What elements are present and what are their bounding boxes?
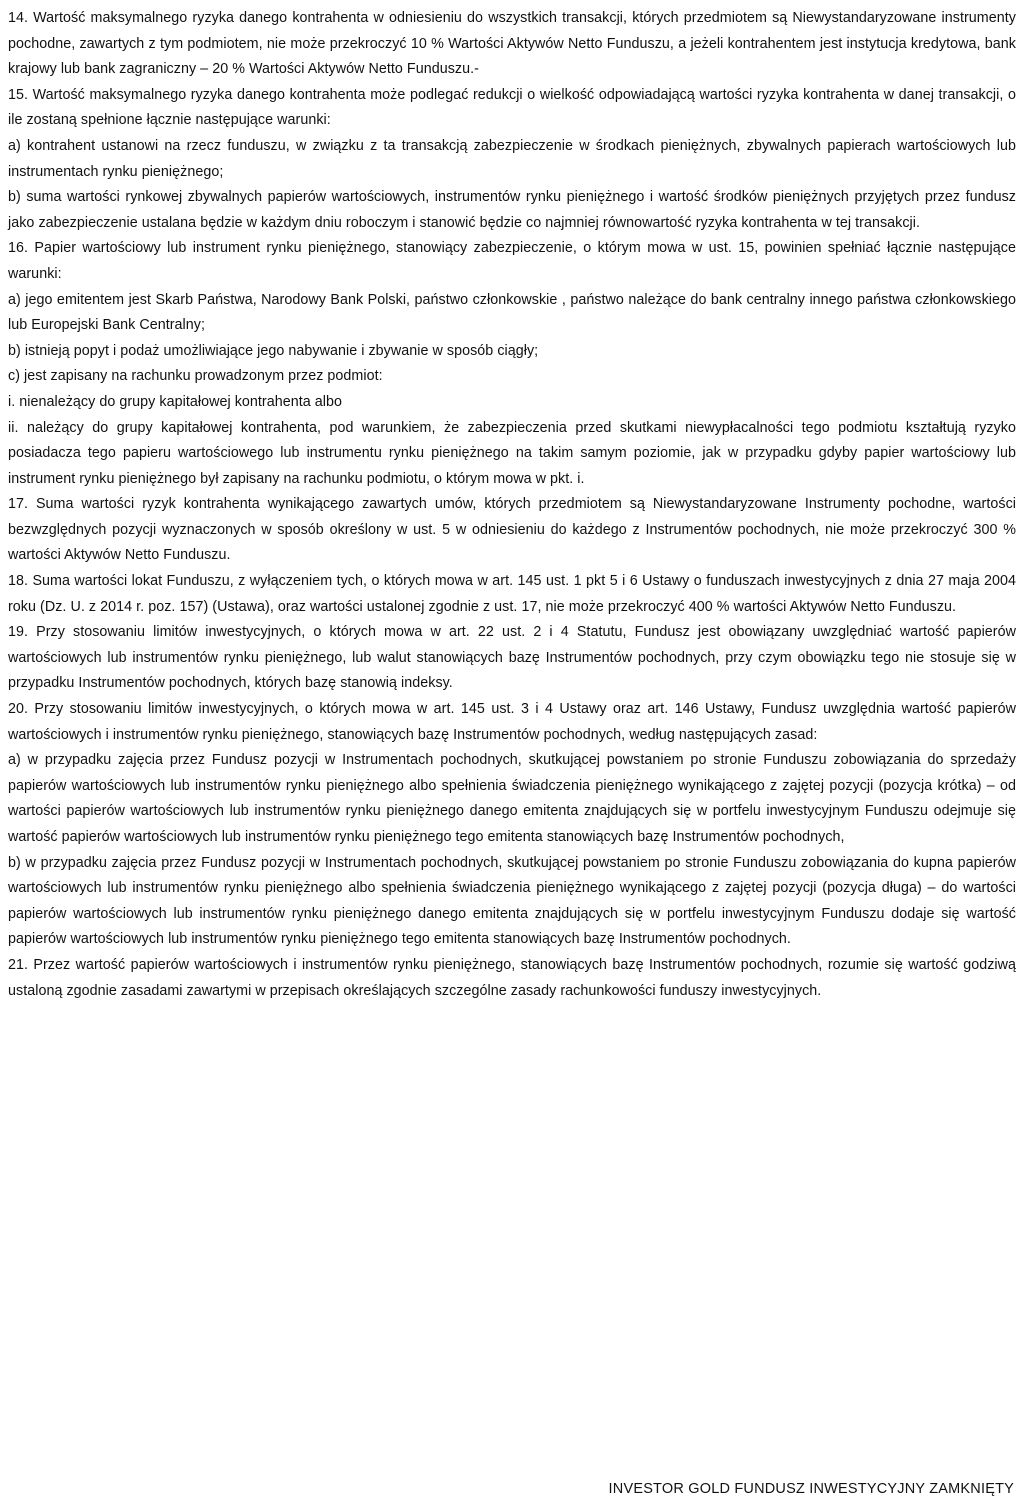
paragraph-21: 21. Przez wartość papierów wartościowych i instrumentów rynku pieniężnego, stanowiących bazę Instrumentów pochodnych, rozumie się wartość godziwą ustaloną zgodnie zasadami zawartymi w przepisach określających szczególne zasady rachunkowości funduszy inwestycyjnych. [8,956,1016,999]
paragraph-15-b: b) suma wartości rynkowej zbywalnych papierów wartościowych, instrumentów rynku pieniężnego i wartość środków pieniężnych przyjętych przez fundusz jako zabezpieczenie ustalana będzie w każdym dniu roboczym i stanowić będzie co najmniej równowartość ryzyka kontrahenta w tej transakcji. [8,189,1016,231]
paragraph-20-b: b) w przypadku zajęcia przez Fundusz pozycji w Instrumentach pochodnych, skutkującej powstaniem po stronie Funduszu zobowiązania do kupna papierów wartościowych lub instrumentów rynku pieniężnego albo spełnienia świadczenia pieniężnego wynikającego z zajętej pozycji (pozycja długa) – do wartości papierów wartościowych lub instrumentów rynku pieniężnego danego emitenta znajdujących się w portfelu inwestycyjnym Funduszu dodaje się wartość papierów wartościowych lub instrumentów rynku pieniężnego tego emitenta stanowiących bazę Instrumentów pochodnych. [8,854,1016,948]
paragraph-16: 16. Papier wartościowy lub instrument rynku pieniężnego, stanowiący zabezpieczenie, o którym mowa w ust. 15, powinien spełniać łącznie następujące warunki: [8,240,1016,282]
paragraph-16-b: b) istnieją popyt i podaż umożliwiające jego nabywanie i zbywanie w sposób ciągły; [8,342,539,359]
paragraph-14: 14. Wartość maksymalnego ryzyka danego kontrahenta w odniesieniu do wszystkich transakcji, których przedmiotem są Niewystandaryzowane instrumenty pochodne, zawartych z tym podmiotem, nie może przekroczyć 10 % Wartości Aktywów Netto Funduszu, a jeżeli kontrahentem jest instytucja kredytowa, bank krajowy lub bank zagraniczny – 20 % Wartości Aktywów Netto Funduszu.- [8,10,1016,78]
paragraph-17: 17. Suma wartości ryzyk kontrahenta wynikającego zawartych umów, których przedmiotem są Niewystandaryzowane Instrumenty pochodne, wartości bezwzględnych pozycji wyznaczonych w sposób określony w ust. 5 w odniesieniu do każdego z Instrumentów pochodnych, nie może przekroczyć 300 % wartości Aktywów Netto Funduszu. [8,496,1016,564]
paragraph-20: 20. Przy stosowaniu limitów inwestycyjnych, o których mowa w art. 145 ust. 3 i 4 Ustawy oraz art. 146 Ustawy, Fundusz uwzględnia wartość papierów wartościowych i instrumentów rynku pieniężnego, stanowiących bazę Instrumentów pochodnych, według następujących zasad: [8,701,1016,743]
paragraph-19: 19. Przy stosowaniu limitów inwestycyjnych, o których mowa w art. 22 ust. 2 i 4 Statutu, Fundusz jest obowiązany uwzględniać wartość papierów wartościowych lub instrumentów rynku pieniężnego, lub walut stanowiących bazę Instrumentów pochodnych, przy czym obowiązku tego nie stosuje się w przypadku Instrumentów pochodnych, których bazę stanowią indeksy. [8,624,1016,692]
paragraph-15: 15. Wartość maksymalnego ryzyka danego kontrahenta może podlegać redukcji o wielkość odpowiadającą wartości ryzyka kontrahenta w danej transakcji, o ile zostaną spełnione łącznie następujące warunki: [8,86,1016,129]
paragraph-16-c: c) jest zapisany na rachunku prowadzonym przez podmiot: [8,368,383,385]
paragraph-16-c-ii: ii. należący do grupy kapitałowej kontrahenta, pod warunkiem, że zabezpieczenia przed skutkami niewypłacalności tego podmiotu kształtują ryzyko posiadacza tego papieru wartościowego lub instrumentu rynku pieniężnego na takim samym poziomie, jak w przypadku gdyby papier wartościowy lub instrument rynku pieniężnego był zapisany na rachunku podmiotu, o którym mowa w pkt. i. [8,419,1016,487]
paragraph-16-c-i: i. nienależący do grupy kapitałowej kontrahenta albo [8,393,343,410]
paragraph-20-a: a) w przypadku zajęcia przez Fundusz pozycji w Instrumentach pochodnych, skutkującej powstaniem po stronie Funduszu zobowiązania do sprzedaży papierów wartościowych lub instrumentów rynku pieniężnego albo spełnienia świadczenia pieniężnego wynikającego z zajętej pozycji (pozycja krótka) – od wartości papierów wartościowych lub instrumentów rynku pieniężnego danego emitenta znajdujących się w portfelu inwestycyjnym Funduszu odejmuje się wartość papierów wartościowych lub instrumentów rynku pieniężnego tego emitenta stanowiących bazę Instrumentów pochodnych, [8,752,1016,845]
document-body [8,0,1016,1004]
paragraph-15-a: a) kontrahent ustanowi na rzecz funduszu, w związku z ta transakcją zabezpieczenie w środkach pieniężnych, zbywalnych papierach wartościowych lub instrumentach rynku pieniężnego; [8,137,1016,180]
paragraph-16-a: a) jego emitentem jest Skarb Państwa, Narodowy Bank Polski, państwo członkowskie , państwo należące do bank centralny innego państwa członkowskiego lub Europejski Bank Centralny; [8,291,1016,334]
page-footer: INVESTOR GOLD FUNDUSZ INWESTYCYJNY ZAMKNIĘTY [608,1481,1014,1497]
paragraph-18: 18. Suma wartości lokat Funduszu, z wyłączeniem tych, o których mowa w art. 145 ust. 1 pkt 5 i 6 Ustawy o funduszach inwestycyjnych z dnia 27 maja 2004 roku (Dz. U. z 2014 r. poz. 157) (Ustawa), oraz wartości ustalonej zgodnie z ust. 17, nie może przekroczyć 400 % wartości Aktywów Netto Funduszu. [8,573,1016,615]
